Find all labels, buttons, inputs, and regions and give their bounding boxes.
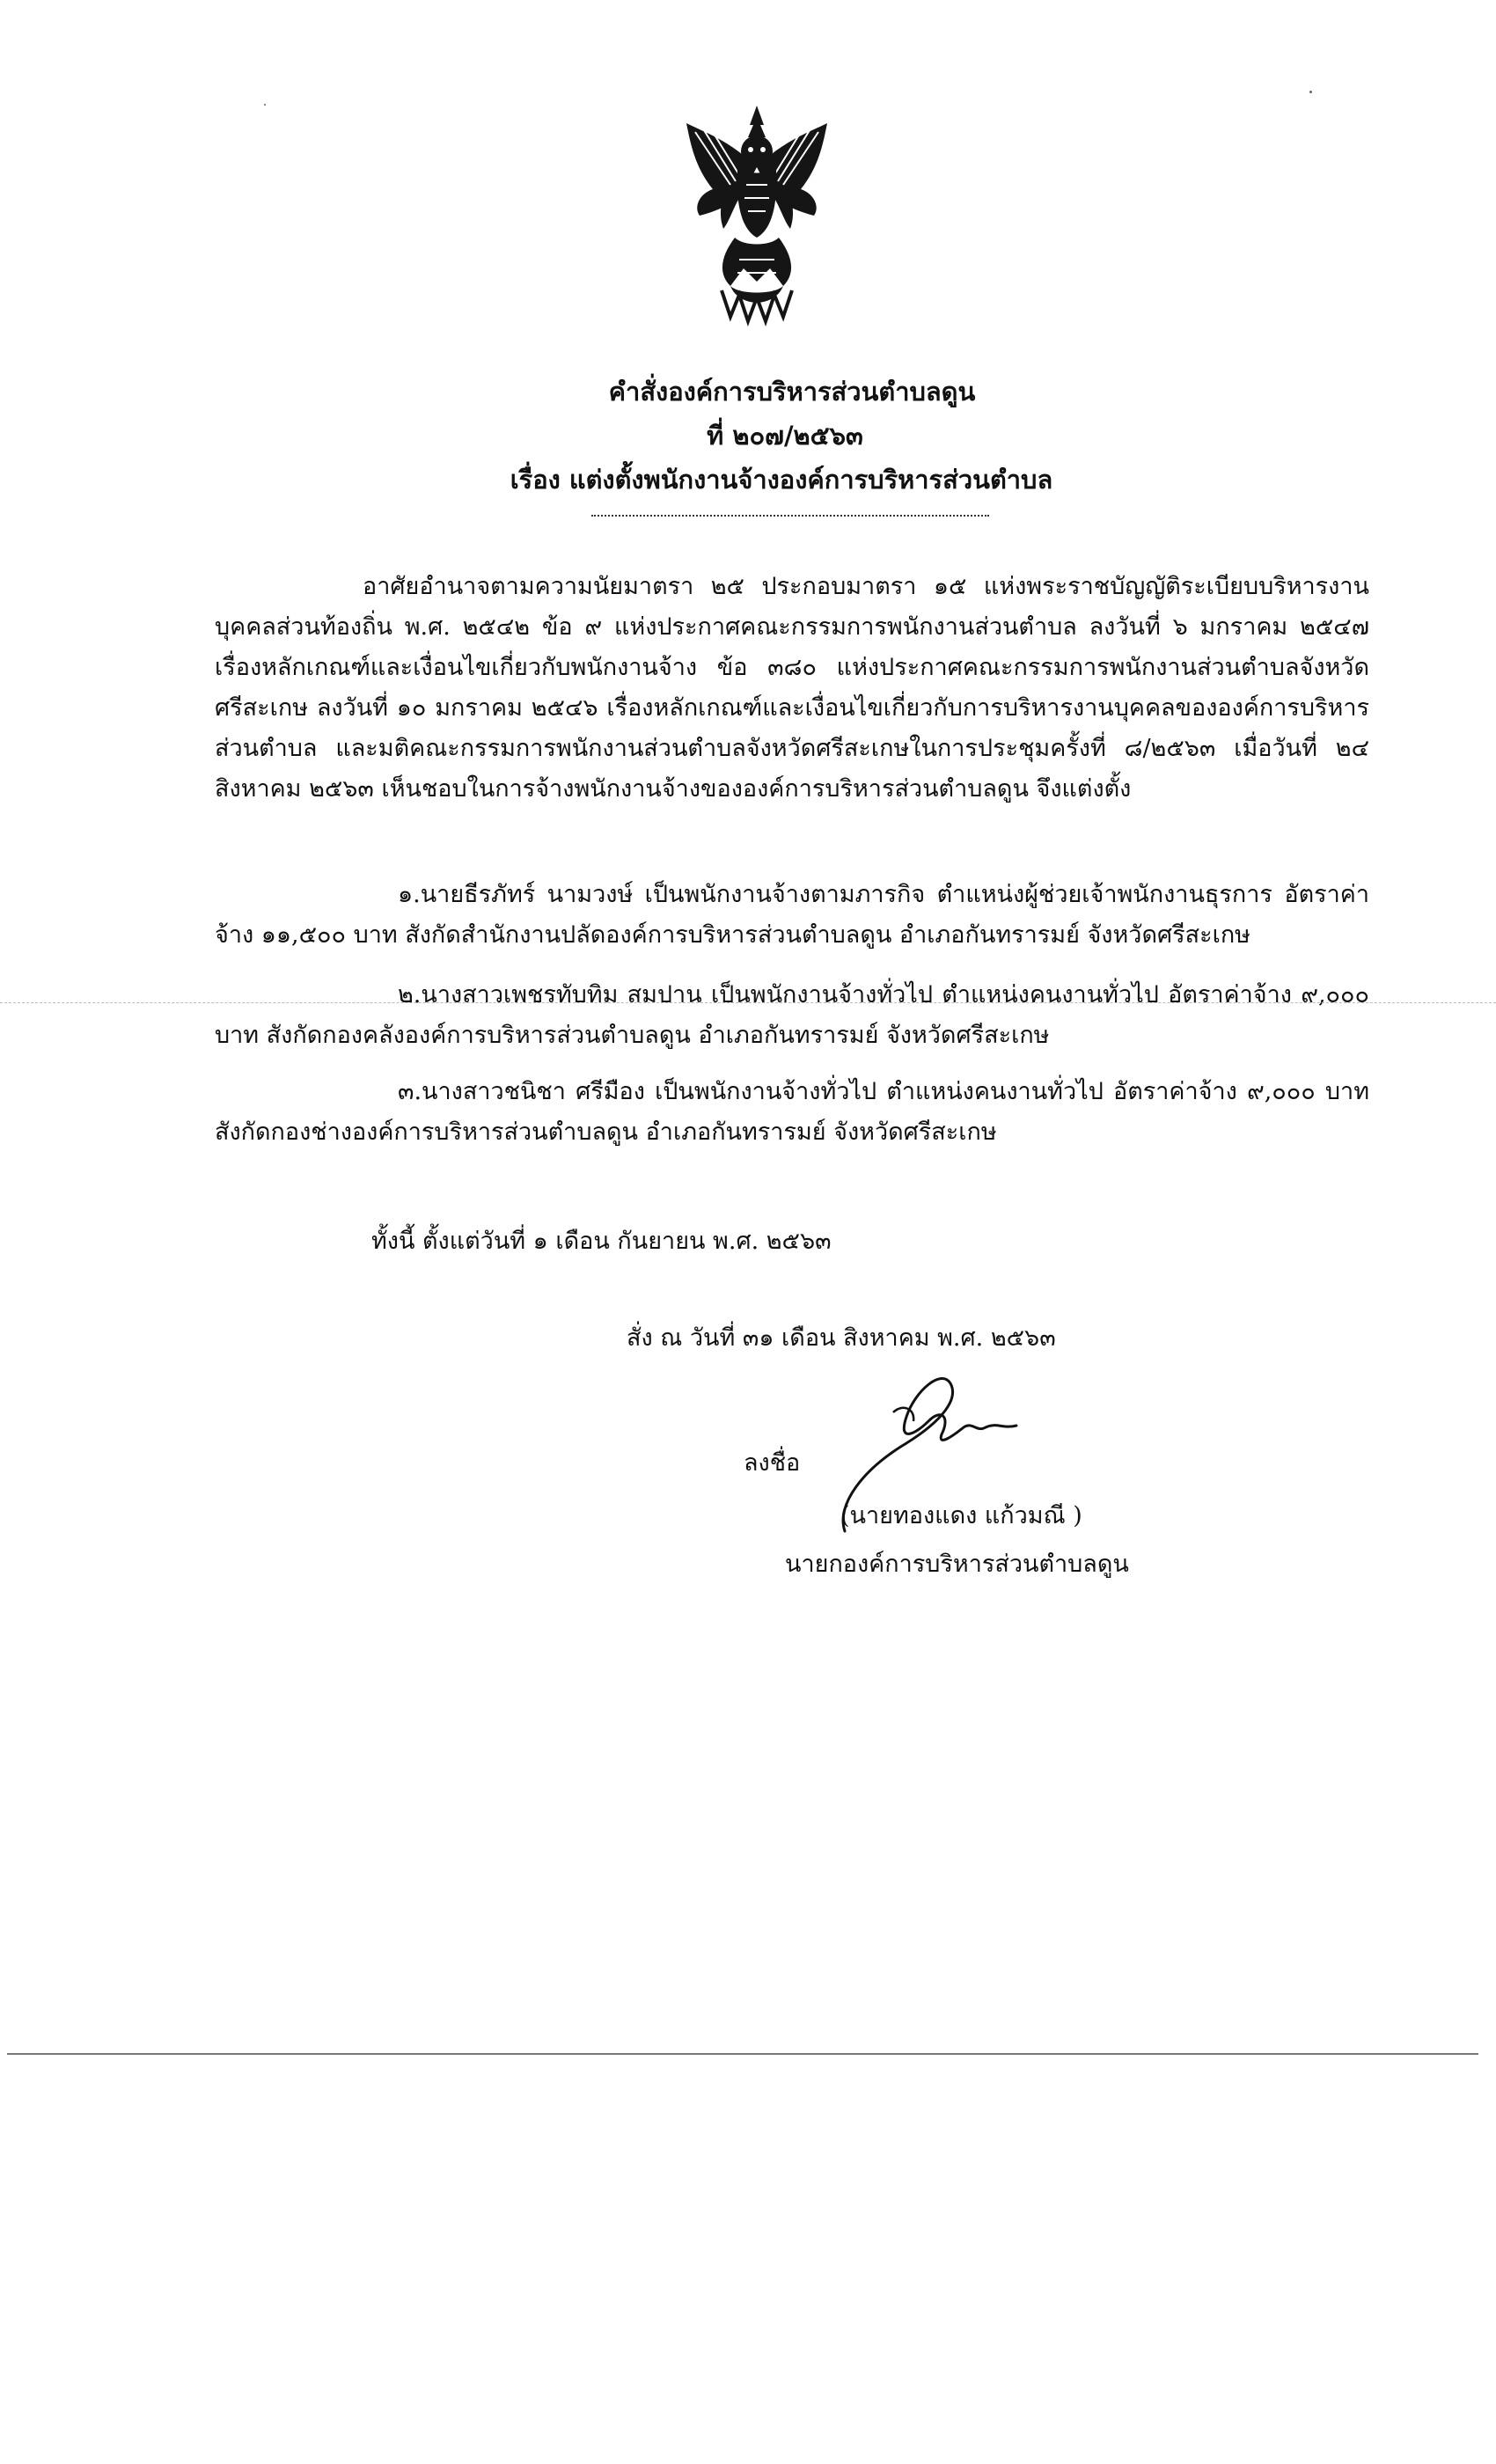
- appointment-item-3: ๓.นางสาวชนิชา ศรีมือง เป็นพนักงานจ้างทั่วไป ตำแหน่งคนงานทั่วไป อัตราค่าจ้าง ๙,๐๐๐ บาท สังกัดกองช่างองค์การบริหารส่วนตำบลดูน อำเภอกันทรารมย์ จังหวัดศรีสะเกษ: [215, 1078, 1369, 1146]
- order-date: สั่ง ณ วันที่ ๓๑ เดือน สิงหาคม พ.ศ. ๒๕๖๓: [627, 1324, 1056, 1352]
- scan-speck: [264, 104, 266, 106]
- effective-date: ทั้งนี้ ตั้งแต่วันที่ ๑ เดือน กันยายน พ.ศ. ๒๕๖๓: [371, 1228, 832, 1255]
- scan-speck: [1309, 91, 1312, 93]
- page-bottom-rule: [7, 2053, 1478, 2055]
- appointment-item-2: ๒.นางสาวเพชรทับทิม สมปาน เป็นพนักงานจ้างทั่วไป ตำแหน่งคนงานทั่วไป อัตราค่าจ้าง ๙,๐๐๐ บาท สังกัดกองคลังองค์การบริหารส่วนตำบลดูน อำเภอกันทรารมย์ จังหวัดศรีสะเกษ: [215, 981, 1369, 1049]
- preamble-paragraph: อาศัยอำนาจตามความนัยมาตรา ๒๕ ประกอบมาตรา ๑๕ แห่งพระราชบัญญัติระเบียบบริหารงานบุคคลส่วนท้องถิ่น พ.ศ. ๒๕๔๒ ข้อ ๙ แห่งประกาศคณะกรรมการพนักงานส่วนตำบล ลงวันที่ ๖ มกราคม ๒๕๔๗ เรื่องหลักเกณฑ์และเงื่อนไขเกี่ยวกับพนักงานจ้าง ข้อ ๓๘๐ แห่งประกาศคณะกรรมการพนักงานส่วนตำบลจังหวัดศรีสะเกษ ลงวันที่ ๑๐ มกราคม ๒๕๔๖ เรื่องหลักเกณฑ์และเงื่อนไขเกี่ยวกับการบริหารงานบุคคลขององค์การบริหารส่วนตำบล และมติคณะกรรมการพนักงานส่วนตำบลจังหวัดศรีสะเกษในการประชุมครั้งที่ ๘/๒๕๖๓ เมื่อวันที่ ๒๔ สิงหาคม ๒๕๖๓ เห็นชอบในการจ้างพนักงานจ้างขององค์การบริหารส่วนตำบลดูน จึงแต่งตั้ง: [215, 573, 1369, 803]
- garuda-emblem-icon: [669, 106, 845, 334]
- scan-artifact-line: [0, 1002, 1496, 1003]
- order-subject: เรื่อง แต่งตั้งพนักงานจ้างองค์การบริหารส่วนตำบล: [510, 465, 1053, 495]
- signer-position: นายกองค์การบริหารส่วนตำบลดูน: [785, 1551, 1129, 1578]
- sign-label: ลงชื่อ: [744, 1449, 801, 1477]
- title-separator: [591, 515, 989, 517]
- signer-name: (นายทองแดง แก้วมณี ): [840, 1502, 1082, 1529]
- appointment-item-1: ๑.นายธีรภัทร์ นามวงษ์ เป็นพนักงานจ้างตามภารกิจ ตำแหน่งผู้ช่วยเจ้าพนักงานธุรการ อัตราค่าจ้าง ๑๑,๕๐๐ บาท สังกัดสำนักงานปลัดองค์การบริหารส่วนตำบลดูน อำเภอกันทรารมย์ จังหวัดศรีสะเกษ: [215, 881, 1369, 949]
- order-title: คำสั่งองค์การบริหารส่วนตำบลดูน: [608, 377, 976, 407]
- order-number: ที่ ๒๐๗/๒๕๖๓: [707, 421, 863, 451]
